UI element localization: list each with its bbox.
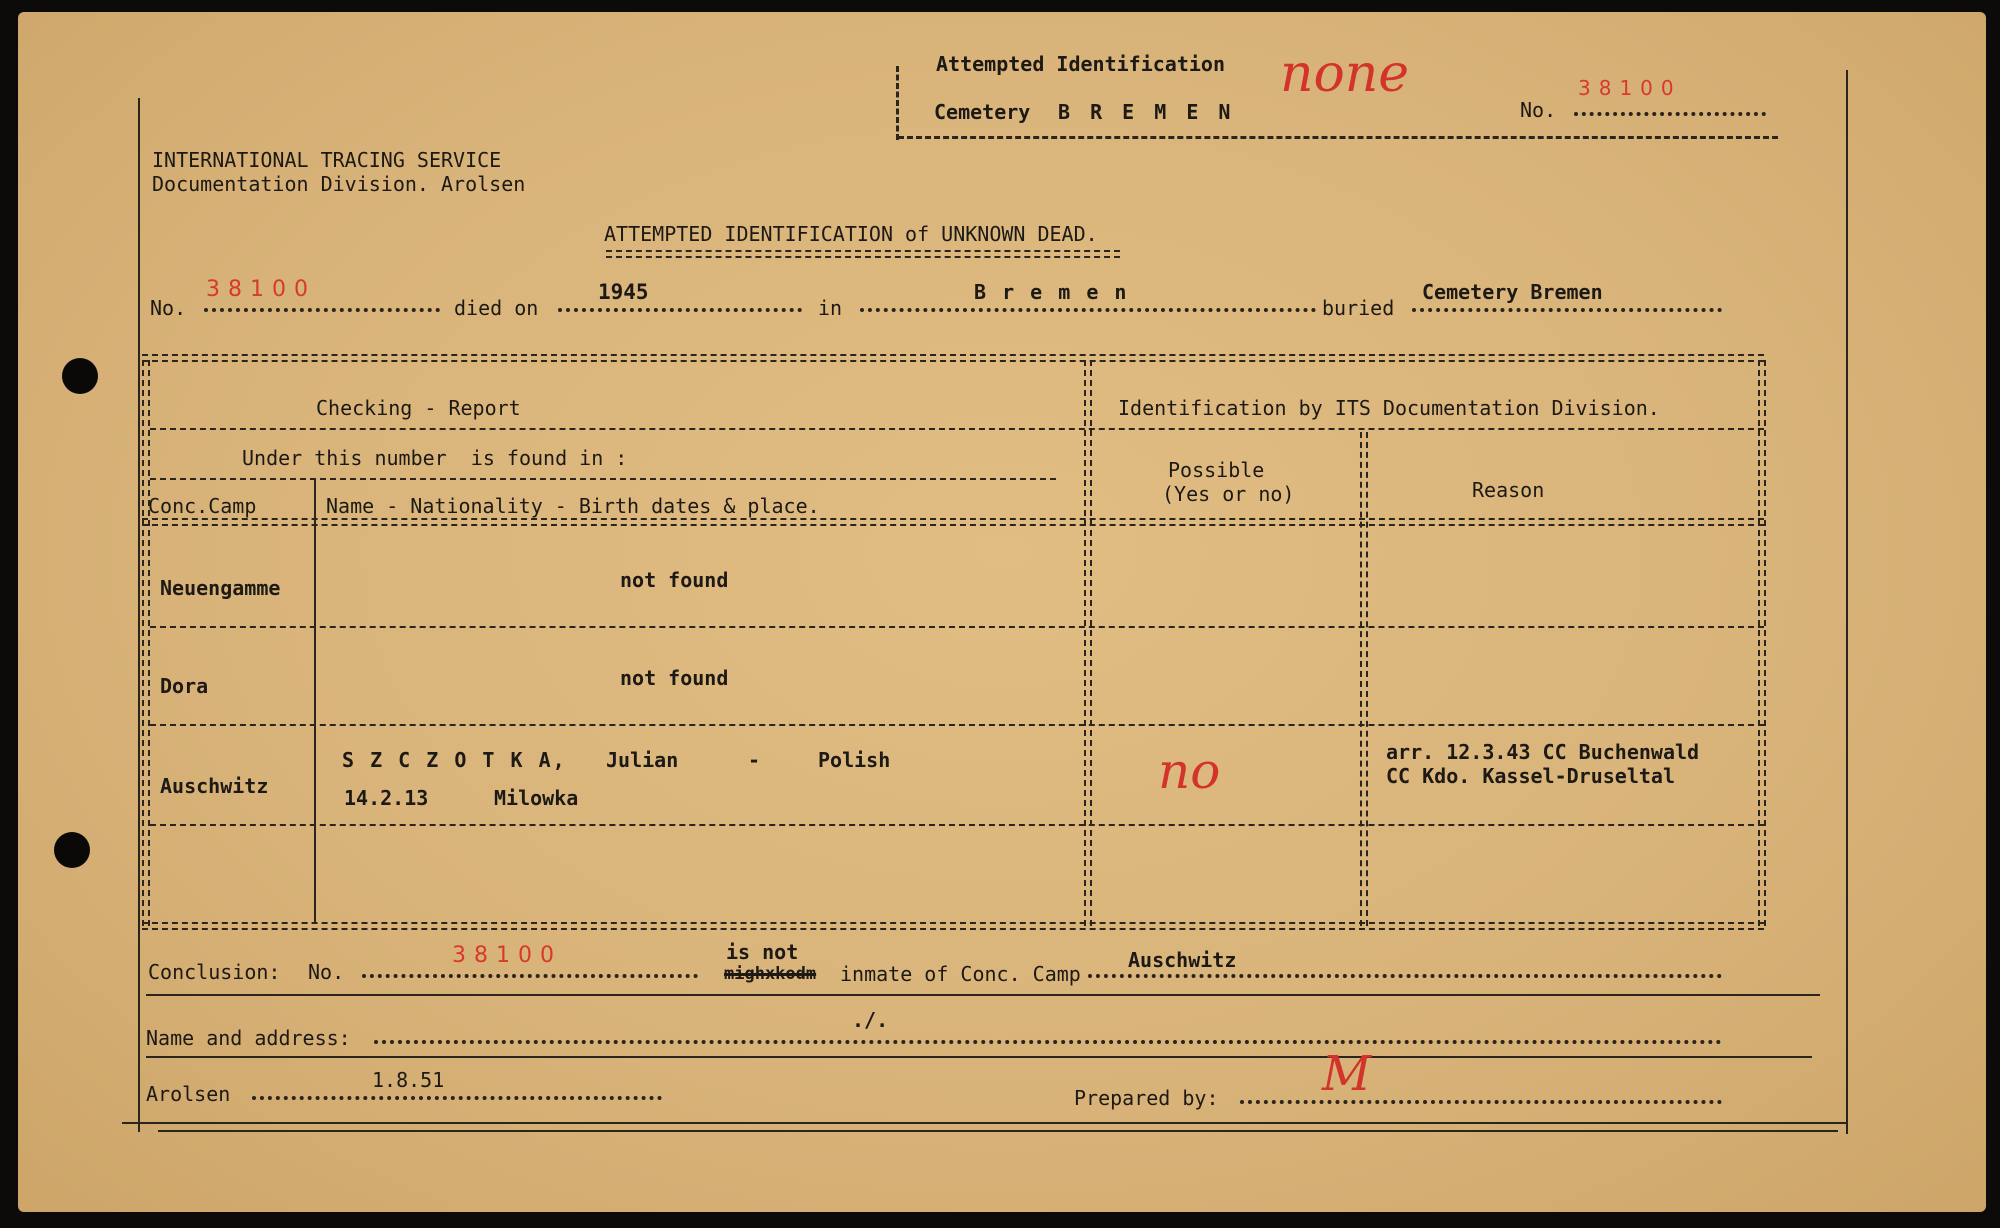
frame-bottom-line-2	[158, 1130, 1838, 1132]
record-died-on-label: died on	[454, 296, 539, 320]
record-buried-value: Cemetery Bremen	[1422, 280, 1603, 304]
org-line-2: Documentation Division. Arolsen	[152, 172, 526, 196]
name-address-dots	[374, 1040, 1722, 1044]
conclusion-inmate-label: inmate of Conc. Camp	[840, 962, 1081, 986]
col-camp-header: Conc.Camp	[148, 494, 257, 518]
record-buried-dots	[1412, 308, 1722, 312]
col-possible-header-1: Possible	[1168, 458, 1265, 482]
document-card	[18, 12, 1986, 1212]
header-title: Attempted Identification	[936, 52, 1225, 76]
record-no-label: No.	[150, 296, 187, 320]
record-in-label: in	[818, 296, 843, 320]
conclusion-no-label: No.	[308, 960, 345, 984]
conclusion-no-dots	[362, 974, 698, 978]
record-died-on-dots	[558, 308, 802, 312]
table-row1-divider	[150, 626, 1764, 628]
table-reason-col-line	[1360, 432, 1368, 926]
row3-nationality: Polish	[818, 748, 891, 772]
header-box-bottom-edge	[898, 136, 1778, 139]
name-address-separator	[146, 1056, 1812, 1058]
table-row3-divider	[150, 824, 1764, 826]
punch-hole-bottom	[54, 832, 90, 868]
row2-camp: Dora	[160, 674, 209, 698]
name-address-value: ./.	[852, 1008, 889, 1032]
conclusion-separator	[146, 994, 1820, 996]
frame-right-line	[1846, 70, 1848, 1134]
table-mid-border	[1084, 360, 1092, 926]
frame-bottom-line	[122, 1122, 1848, 1124]
record-no-dots	[204, 308, 440, 312]
header-cemetery-name: B R E M E N	[1058, 100, 1235, 124]
identification-header: Identification by ITS Documentation Division.	[1118, 396, 1660, 420]
table-row2-divider	[150, 724, 1764, 726]
record-in-dots	[860, 308, 1316, 312]
org-line-1: INTERNATIONAL TRACING SERVICE	[152, 148, 502, 172]
table-camp-col-line	[314, 480, 316, 924]
row3-birth-date: 14.2.13	[344, 786, 429, 810]
row3-dash: -	[748, 748, 761, 772]
conclusion-struck-text: mighxkodm	[724, 964, 817, 984]
table-left-border	[142, 360, 150, 926]
footer-prepared-dots	[1240, 1100, 1722, 1104]
header-cemetery-label: Cemetery	[934, 100, 1031, 124]
header-no-label: No.	[1520, 98, 1557, 122]
row3-camp: Auschwitz	[160, 774, 269, 798]
table-bottom-border	[142, 922, 1764, 930]
table-top-border	[142, 354, 1764, 362]
footer-date-value: 1.8.51	[372, 1068, 445, 1092]
header-box-left-edge	[896, 66, 899, 140]
footer-prepared-label: Prepared by:	[1074, 1086, 1219, 1110]
footer-initials: M	[1322, 1046, 1372, 1102]
col-name-header: Name - Nationality - Birth dates & place.	[326, 494, 820, 518]
conclusion-camp-value: Auschwitz	[1128, 948, 1237, 972]
row3-birth-place: Milowka	[494, 786, 579, 810]
row3-reason-line-2: CC Kdo. Kassel-Druseltal	[1386, 764, 1675, 788]
record-no-value: 38100	[206, 277, 316, 302]
col-possible-header-2: (Yes or no)	[1162, 482, 1295, 506]
col-reason-header: Reason	[1472, 478, 1545, 502]
header-no-value: 38100	[1578, 76, 1682, 100]
row1-name: not found	[620, 568, 729, 592]
row1-camp: Neuengamme	[160, 576, 281, 600]
form-title-underline	[606, 250, 1120, 258]
table-under-divider	[150, 478, 1056, 480]
record-in-value: B r e m e n	[974, 280, 1129, 304]
header-handwritten-note: none	[1280, 44, 1410, 104]
header-no-dots	[1574, 112, 1766, 116]
record-buried-label: buried	[1322, 296, 1395, 320]
row3-reason-line-1: arr. 12.3.43 CC Buchenwald	[1386, 740, 1700, 764]
row3-possible: no	[1158, 742, 1221, 800]
row2-name: not found	[620, 666, 729, 690]
table-header-divider	[150, 428, 1764, 430]
conclusion-label: Conclusion:	[148, 960, 281, 984]
punch-hole-top	[62, 358, 98, 394]
conclusion-is-not: is not	[726, 940, 799, 964]
row3-surname: S Z C Z O T K A,	[342, 748, 567, 772]
checking-report-header: Checking - Report	[316, 396, 521, 420]
record-died-on-value: 1945	[598, 280, 649, 304]
table-columns-divider	[142, 518, 1764, 526]
name-address-label: Name and address:	[146, 1026, 351, 1050]
frame-left-line	[138, 98, 140, 1132]
footer-date-dots	[252, 1096, 662, 1100]
footer-place-label: Arolsen	[146, 1082, 231, 1106]
form-title: ATTEMPTED IDENTIFICATION of UNKNOWN DEAD.	[604, 222, 1098, 246]
row3-first-name: Julian	[606, 748, 679, 772]
under-number-header: Under this number is found in :	[242, 446, 628, 470]
conclusion-no-value: 38100	[452, 943, 562, 968]
conclusion-camp-dots	[1088, 974, 1722, 978]
table-right-border	[1758, 360, 1766, 926]
